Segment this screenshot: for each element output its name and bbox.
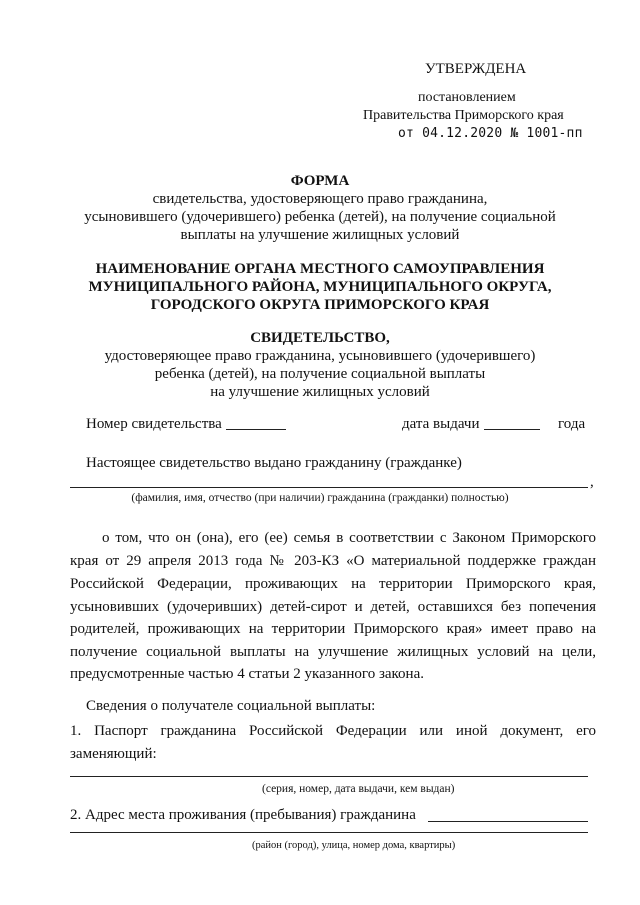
approval-resolution-ref: от 04.12.2020 № 1001-пп bbox=[398, 126, 583, 141]
form-desc-3: выплаты на улучшение жилищных условий bbox=[180, 227, 460, 243]
certificate-sub-2: ребенка (детей), на получение социальной выплаты bbox=[154, 366, 486, 382]
certificate-sub-1: удостоверяющее право гражданина, усыновившего (удочерившего) bbox=[104, 348, 536, 364]
form-desc-2: усыновившего (удочерившего) ребенка (детей), на получение социальной bbox=[84, 209, 556, 225]
recipient-name-hint: (фамилия, имя, отчество (при наличии) гражданина (гражданки) полностью) bbox=[131, 492, 509, 504]
passport-item-line-1: 1. Паспорт гражданина Российской Федерации или иной документ, его bbox=[70, 723, 596, 739]
body-line: края от 29 апреля 2013 года № 203-КЗ «О материальной поддержке граждан bbox=[70, 553, 596, 569]
recipient-heading: Сведения о получателе социальной выплаты: bbox=[86, 698, 376, 714]
body-line: Российской Федерации, проживающих на территории Приморского края, bbox=[70, 576, 596, 592]
body-line: о том, что он (она), его (ее) семья в соответствии с Законом Приморского bbox=[102, 530, 596, 546]
recipient-name-field[interactable] bbox=[70, 487, 588, 488]
certificate-title: СВИДЕТЕЛЬСТВО, bbox=[250, 330, 390, 346]
address-hint: (район (город), улица, номер дома, квартиры) bbox=[252, 840, 456, 851]
issued-to-label: Настоящее свидетельство выдано гражданину (гражданке) bbox=[86, 455, 462, 471]
body-line: получение социальной выплаты на улучшение жилищных условий на цели, bbox=[70, 644, 596, 660]
approval-title: УТВЕРЖДЕНА bbox=[425, 61, 527, 77]
passport-field[interactable] bbox=[70, 776, 588, 777]
passport-hint: (серия, номер, дата выдачи, кем выдан) bbox=[262, 783, 455, 795]
form-title: ФОРМА bbox=[290, 173, 350, 189]
year-label: года bbox=[558, 416, 586, 432]
issue-date-label: дата выдачи bbox=[402, 416, 480, 432]
approval-line-2: Правительства Приморского края bbox=[363, 108, 564, 123]
body-line: усыновивших (удочеривших) детей-сирот и детей, оставшихся без попечения bbox=[70, 599, 596, 615]
address-field-inline[interactable] bbox=[428, 821, 588, 822]
authority-line-2: МУНИЦИПАЛЬНОГО РАЙОНА, МУНИЦИПАЛЬНОГО ОКРУГА, bbox=[88, 279, 552, 295]
address-field[interactable] bbox=[70, 832, 588, 833]
certificate-number-label: Номер свидетельства bbox=[86, 416, 222, 432]
certificate-sub-3: на улучшение жилищных условий bbox=[210, 384, 430, 400]
address-item-label: 2. Адрес места проживания (пребывания) гражданина bbox=[70, 807, 416, 823]
authority-line-1: НАИМЕНОВАНИЕ ОРГАНА МЕСТНОГО САМОУПРАВЛЕНИЯ bbox=[95, 261, 545, 277]
body-line: родителей, проживающих на территории Приморского края» имеет право на bbox=[70, 621, 596, 637]
body-line: предусмотренные частью 4 статьи 2 указанного закона. bbox=[70, 666, 424, 682]
issue-date-field[interactable] bbox=[484, 429, 540, 430]
authority-line-3: ГОРОДСКОГО ОКРУГА ПРИМОРСКОГО КРАЯ bbox=[150, 297, 490, 313]
approval-line-1: постановлением bbox=[418, 90, 516, 105]
passport-item-line-2: заменяющий: bbox=[70, 746, 157, 762]
form-desc-1: свидетельства, удостоверяющего право гражданина, bbox=[152, 191, 488, 207]
recipient-name-comma: , bbox=[590, 474, 594, 490]
certificate-number-field[interactable] bbox=[226, 429, 286, 430]
